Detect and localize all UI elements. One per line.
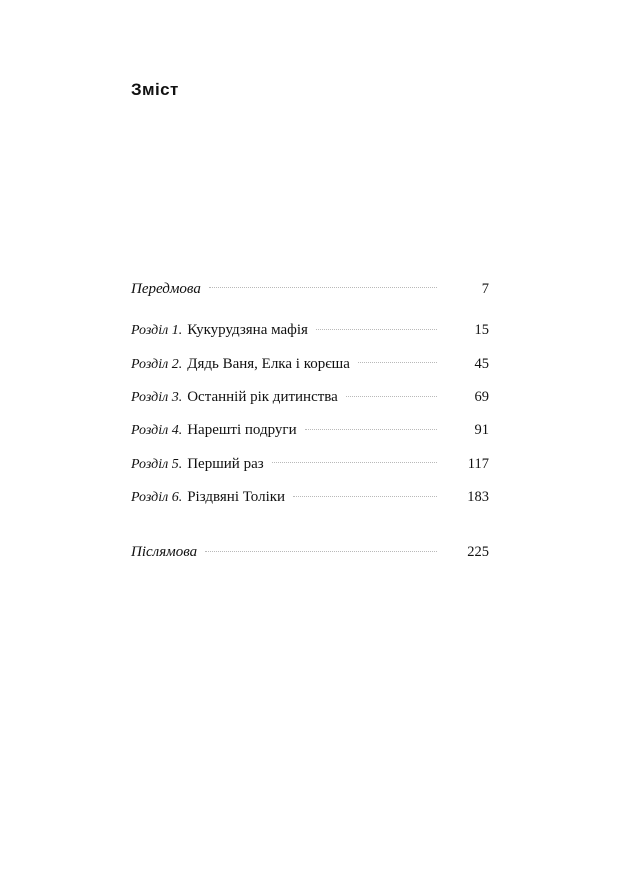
toc-entry-title: Дядь Ваня, Елка і корєша <box>187 355 350 372</box>
toc-entry-page-number: 225 <box>467 544 489 561</box>
toc-entry-label <box>131 355 350 374</box>
toc-entry-title: Різдвяні Толіки <box>187 488 286 505</box>
toc-entry-title: Нарешті подруги <box>187 422 297 439</box>
toc-entry-number: Розділ 3. <box>131 389 183 405</box>
toc-entry[interactable] <box>131 386 489 406</box>
toc-entry-label <box>131 388 338 407</box>
toc-entry[interactable] <box>131 320 489 340</box>
toc-entry-page-number: 183 <box>467 488 489 505</box>
toc-entry-number: Розділ 1. <box>131 323 183 339</box>
toc-leader-dots <box>346 386 437 401</box>
toc-entry-page-number: 45 <box>474 355 489 372</box>
toc-entry-label <box>131 421 297 440</box>
toc-leader-dots <box>209 278 437 293</box>
toc-entry-number: Розділ 5. <box>131 456 183 472</box>
toc-entry-label <box>131 455 264 474</box>
toc-entry-label <box>131 488 285 507</box>
page-title: Зміст <box>131 80 179 99</box>
toc-leader-dots <box>272 453 437 468</box>
toc-entry[interactable] <box>131 353 489 373</box>
toc-entry[interactable] <box>131 453 489 473</box>
toc-entry-page-number: 15 <box>474 322 489 339</box>
toc-entry-number: Розділ 6. <box>131 489 183 505</box>
toc-leader-dots <box>205 542 437 557</box>
toc-entry-number: Розділ 2. <box>131 356 183 372</box>
toc-entry-page-number: 117 <box>467 455 489 472</box>
toc-entry-page-number: 91 <box>474 422 489 439</box>
toc-entry-label <box>131 543 197 561</box>
toc-entry[interactable] <box>131 420 489 440</box>
toc-leader-dots <box>316 320 437 335</box>
toc-entry-title: Перший раз <box>187 455 264 472</box>
toc-entry-page-number: 69 <box>474 388 489 405</box>
toc-entry-number: Розділ 4. <box>131 423 183 439</box>
toc-leader-dots <box>293 486 437 501</box>
toc-entry-label <box>131 321 308 340</box>
toc-entry-title: Післямова <box>131 544 198 561</box>
table-of-contents <box>131 278 489 562</box>
toc-entry[interactable] <box>131 486 489 506</box>
toc-entry[interactable] <box>131 542 489 562</box>
toc-entry[interactable] <box>131 278 489 298</box>
toc-entry-page-number: 7 <box>481 280 489 297</box>
toc-entry-title: Кукурудзяна мафія <box>187 322 308 339</box>
toc-leader-dots <box>305 420 437 435</box>
toc-entry-title: Передмова <box>131 280 201 297</box>
toc-entry-title: Останній рік дитинства <box>187 388 338 405</box>
toc-entry-label <box>131 280 201 298</box>
toc-leader-dots <box>358 353 437 368</box>
